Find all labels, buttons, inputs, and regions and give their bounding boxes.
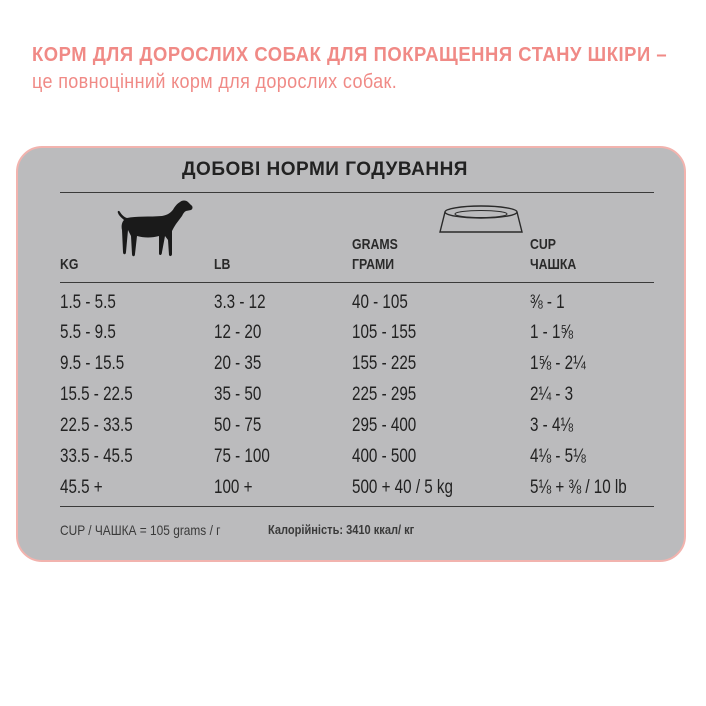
col-kg: KG [60, 256, 79, 273]
table-row [18, 351, 684, 381]
headline [32, 42, 692, 96]
dog-icon [116, 196, 194, 260]
cell-cup: 3 - 4⅛ [530, 415, 574, 436]
cell-grams: 40 - 105 [352, 292, 408, 313]
cell-grams: 295 - 400 [352, 415, 417, 436]
cell-kg: 9.5 - 15.5 [60, 353, 125, 374]
cell-lb: 12 - 20 [214, 322, 262, 343]
cell-kg: 22.5 - 33.5 [60, 415, 133, 436]
title-divider [60, 192, 654, 193]
cell-grams: 155 - 225 [352, 353, 417, 374]
cell-lb: 35 - 50 [214, 384, 262, 405]
cell-kg: 33.5 - 45.5 [60, 446, 133, 467]
table-title: ДОБОВІ НОРМИ ГОДУВАННЯ [182, 159, 468, 180]
calorie-note: Калорійність: 3410 ккал/ кг [268, 522, 415, 537]
table-row [18, 290, 684, 320]
table-row [18, 444, 684, 474]
cell-grams: 400 - 500 [352, 446, 417, 467]
cell-lb: 100 + [214, 477, 253, 498]
cup-note: CUP / ЧАШКА = 105 grams / г [60, 522, 221, 538]
table-row [18, 413, 684, 443]
table-footer [60, 522, 415, 538]
cell-kg: 45.5 + [60, 477, 103, 498]
table-row [18, 320, 684, 350]
table-row [18, 382, 684, 412]
cell-lb: 20 - 35 [214, 353, 262, 374]
cell-lb: 75 - 100 [214, 446, 270, 467]
cell-kg: 15.5 - 22.5 [60, 384, 133, 405]
cell-grams: 225 - 295 [352, 384, 417, 405]
cell-kg: 1.5 - 5.5 [60, 292, 116, 313]
feeding-table-panel [16, 146, 686, 562]
cell-kg: 5.5 - 9.5 [60, 322, 116, 343]
cell-cup: ⅜ - 1 [530, 292, 565, 313]
col-cup: CUP [530, 236, 556, 253]
table-row [18, 475, 684, 505]
header-divider [60, 282, 654, 283]
cell-cup: 2¼ - 3 [530, 384, 574, 405]
col-grams-ua: ГРАМИ [352, 256, 395, 273]
cell-cup: 1⅝ - 2¼ [530, 353, 586, 374]
cell-cup: 4⅛ - 5⅛ [530, 446, 586, 467]
footer-divider [60, 506, 654, 507]
col-lb: LB [214, 256, 231, 273]
cell-lb: 50 - 75 [214, 415, 262, 436]
col-cup-ua: ЧАШКА [530, 256, 577, 273]
cell-cup: 5⅛ + ⅜ / 10 lb [530, 477, 627, 498]
col-grams: GRAMS [352, 236, 398, 253]
headline-title: КОРМ ДЛЯ ДОРОСЛИХ СОБАК ДЛЯ ПОКРАЩЕННЯ СТАНУ ШКІРИ – [32, 44, 668, 66]
bowl-icon [436, 204, 526, 238]
headline-subtitle: це повноцінний корм для дорослих собак. [32, 71, 398, 93]
cell-grams: 500 + 40 / 5 kg [352, 477, 453, 498]
cell-grams: 105 - 155 [352, 322, 417, 343]
cell-cup: 1 - 1⅝ [530, 322, 574, 343]
cell-lb: 3.3 - 12 [214, 292, 266, 313]
